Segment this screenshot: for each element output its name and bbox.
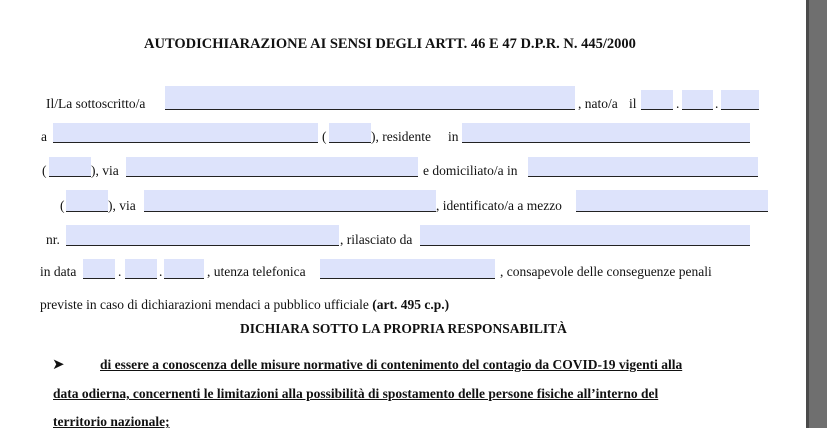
domiciliato-label: e domiciliato/a in [423,163,518,178]
rilasciato-label: , rilasciato da [340,232,413,247]
nato-label: , nato/a [578,96,618,111]
domicile-street-field[interactable] [144,190,436,212]
form-title: AUTODICHIARAZIONE AI SENSI DEGLI ARTT. 46 E 47 D.P.R. N. 445/2000 [144,36,636,52]
consapevole-label: , consapevole delle conseguenze penali [500,264,712,279]
name-field[interactable] [165,86,575,110]
residente-label: ), residente [371,129,431,144]
via-label: ), via [108,198,136,213]
in-data-label: in data [40,264,77,279]
date-dot: . [676,96,680,111]
birth-day-field[interactable] [641,90,673,110]
in-label: in [448,129,459,144]
nr-label: nr. [46,232,60,247]
art-reference: (art. 495 c.p.) [372,297,450,312]
il-label: il [629,96,637,111]
id-document-field[interactable] [576,190,768,212]
residence-province-field[interactable] [49,157,91,177]
birth-year-field[interactable] [721,90,759,110]
date-dot: . [159,264,163,279]
dichiara-heading: DICHIARA SOTTO LA PROPRIA RESPONSABILITÀ [240,321,567,336]
issue-day-field[interactable] [83,259,115,279]
arrow-bullet-icon: ➤ [52,357,65,373]
issue-month-field[interactable] [125,259,157,279]
issue-year-field[interactable] [164,259,204,279]
birth-province-field[interactable] [329,123,371,143]
birth-month-field[interactable] [682,90,713,110]
viewer-background [806,0,827,428]
paren-open: ( [322,129,327,144]
identificato-label: , identificato/a a mezzo [436,198,562,213]
paren-open: ( [42,163,47,178]
domicile-city-field[interactable] [528,157,758,177]
previste-main: previste in caso di dichiarazioni mendaci a pubblico ufficiale [40,297,369,312]
date-dot: . [118,264,122,279]
page-edge [806,0,809,428]
birth-place-field[interactable] [53,123,318,143]
document-number-field[interactable] [66,225,339,246]
paren-open: ( [60,198,65,213]
a-label: a [41,129,47,144]
sottoscritto-label: Il/La sottoscritto/a [46,96,146,111]
utenza-label: , utenza telefonica [207,264,306,279]
previste-text [40,297,449,313]
phone-field[interactable] [320,259,495,279]
bullet-line-2: data odierna, concernenti le limitazioni alla possibilità di spostamento delle persone fisiche all’interno del [53,386,659,401]
via-label: ), via [91,163,119,178]
date-dot: . [715,96,719,111]
residence-street-field[interactable] [126,157,418,177]
bullet-line-3: territorio nazionale; [53,414,170,428]
domicile-province-field[interactable] [66,190,108,212]
issued-by-field[interactable] [420,225,750,246]
residence-city-field[interactable] [462,123,750,143]
bullet-line-1: di essere a conoscenza delle misure normative di contenimento del contagio da COVID-19 vigenti alla [100,357,683,372]
